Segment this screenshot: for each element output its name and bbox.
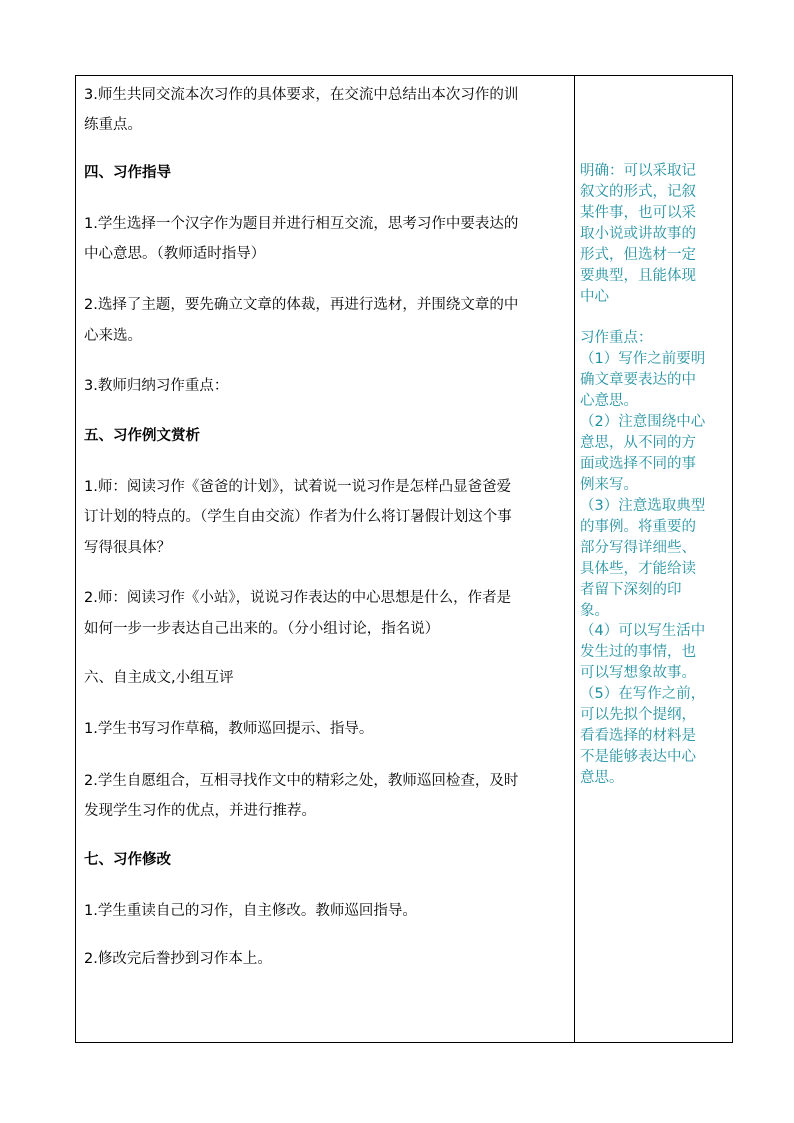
process-line: 3.教师归纳习作重点： [84, 378, 229, 394]
note-line: 例来写。 [580, 477, 638, 493]
note-line: （2）注意围绕中心 [580, 414, 706, 430]
process-line: 如何一步一步表达自己出来的。（分小组讨论，指名说） [84, 621, 440, 637]
section-heading-guidance: 四、习作指导 [84, 165, 171, 181]
process-line: 订计划的特点的。（学生自由交流）作者为什么将订暑假计划这个事 [84, 509, 512, 525]
note-line: （4）可以写生活中 [580, 623, 706, 639]
process-line: 2.学生自愿组合，互相寻找作文中的精彩之处，教师巡回检查，及时 [84, 773, 519, 789]
note-line: 具体些，才能给读 [580, 561, 696, 577]
process-line: 中心意思。（教师适时指导） [84, 246, 266, 262]
column-divider [574, 76, 575, 1042]
process-line: 练重点。 [84, 117, 142, 133]
process-line: 1.学生书写习作草稿，教师巡回提示、指导。 [84, 721, 374, 737]
note-line: 某件事，也可以采 [580, 205, 696, 221]
process-line: 2.修改完后誊抄到习作本上。 [84, 951, 272, 967]
section-heading-revision: 七、习作修改 [84, 852, 171, 868]
section-heading-writing: 六、自主成文,小组互评 [84, 670, 234, 686]
process-line: 2.师：阅读习作《小站》，说说习作表达的中心思想是什么，作者是 [84, 590, 512, 606]
note-line: 部分写得详细些、 [580, 540, 696, 556]
note-line: 明确：可以采取记 [580, 163, 696, 179]
note-line: （5）在写作之前， [580, 686, 706, 702]
note-line: 发生过的事情，也 [580, 644, 696, 660]
note-line: 意思，从不同的方 [580, 435, 696, 451]
process-line: 3.师生共同交流本次习作的具体要求，在交流中总结出本次习作的训 [84, 87, 519, 103]
process-line: 发现学生习作的优点，并进行推荐。 [84, 803, 316, 819]
note-line: 中心 [580, 289, 609, 305]
note-line: 可以写想象故事。 [580, 665, 696, 681]
note-line: （3）注意选取典型 [580, 498, 706, 514]
note-line: 意思。 [580, 770, 624, 786]
section-heading-example-essays: 五、习作例文赏析 [84, 428, 200, 444]
process-line: 心来选。 [84, 328, 142, 344]
note-line: 心意思。 [580, 393, 638, 409]
process-line: 1.学生重读自己的习作，自主修改。教师巡回指导。 [84, 903, 417, 919]
process-line: 1.学生选择一个汉字作为题目并进行相互交流，思考习作中要表达的 [84, 216, 519, 232]
lesson-plan-table [75, 75, 733, 1043]
note-line: 面或选择不同的事 [580, 456, 696, 472]
note-line: 叙文的形式，记叙 [580, 184, 696, 200]
note-line: 要典型，且能体现 [580, 268, 696, 284]
note-line: （1）写作之前要明 [580, 351, 706, 367]
note-line: 象。 [580, 603, 609, 619]
note-heading: 习作重点： [580, 330, 653, 346]
note-line: 的事例。将重要的 [580, 519, 696, 535]
note-line: 看看选择的材料是 [580, 728, 696, 744]
note-line: 者留下深刻的印 [580, 582, 682, 598]
note-line: 取小说或讲故事的 [580, 226, 696, 242]
note-line: 不是能够表达中心 [580, 749, 696, 765]
note-line: 可以先拟个提纲， [580, 707, 696, 723]
process-line: 2.选择了主题，要先确立文章的体裁，再进行选材，并围绕文章的中 [84, 297, 519, 313]
note-line: 形式，但选材一定 [580, 247, 696, 263]
process-line: 1.师：阅读习作《爸爸的计划》，试着说一说习作是怎样凸显爸爸爱 [84, 479, 512, 495]
process-line: 写得很具体？ [84, 540, 171, 556]
note-line: 确文章要表达的中 [580, 372, 696, 388]
